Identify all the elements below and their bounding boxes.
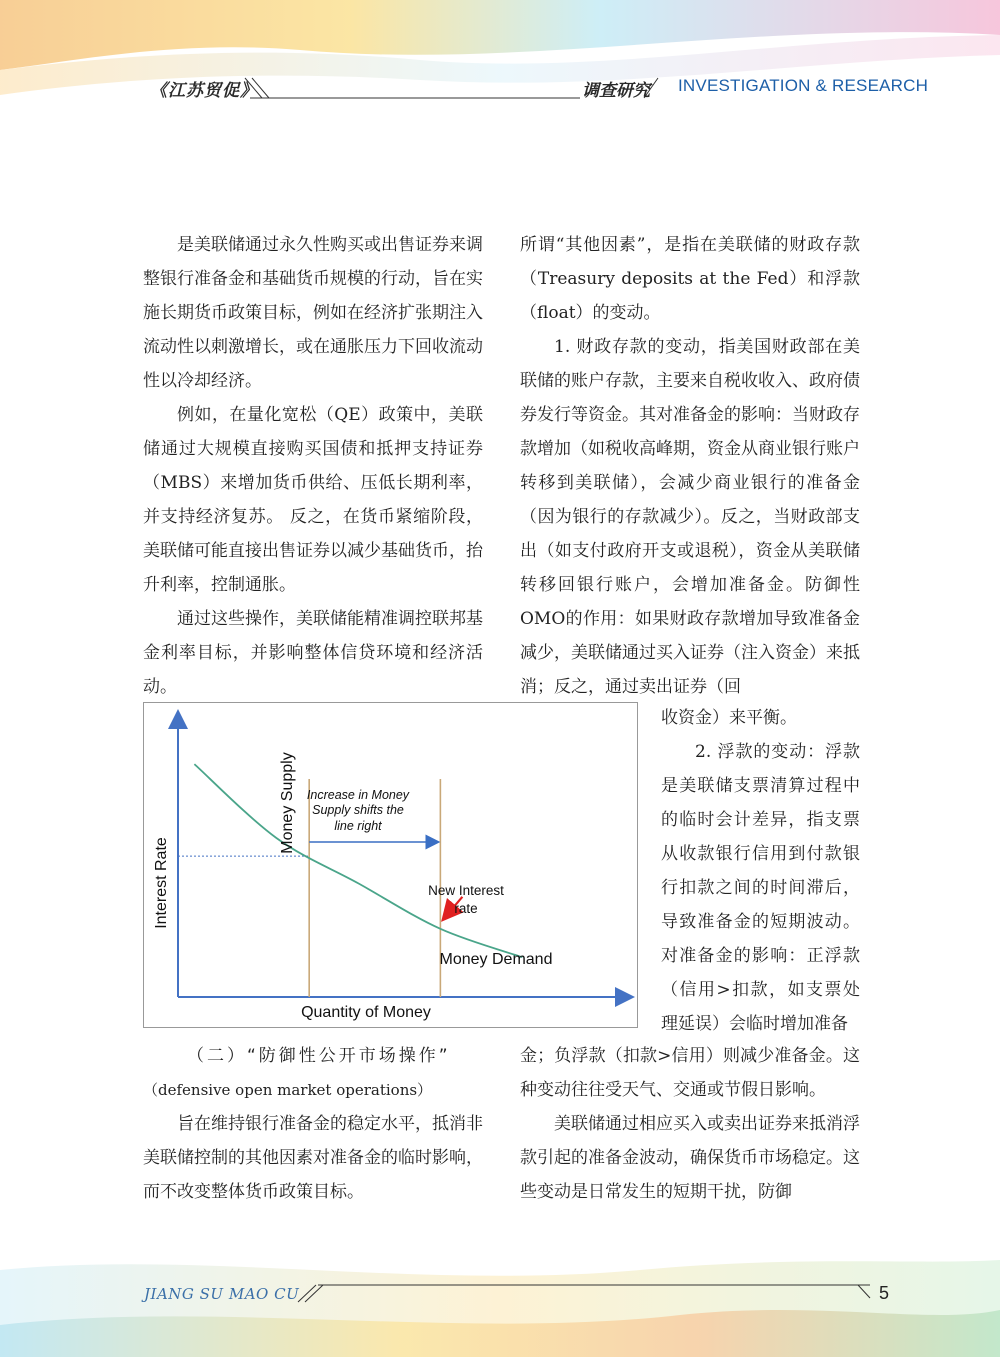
paragraph: 旨在维持银行准备金的稳定水平，抵消非美联储控制的其他因素对准备金的临时影响，而不改变整体货币政策目标。 [143,1114,483,1202]
paragraph: 通过这些操作，美联储能精准调控联邦基金利率目标，并影响整体信贷环境和经济活动。 [143,609,483,697]
paragraph-continuation: 金；负浮款（扣款>信用）则减少准备金。这种变动往往受天气、交通或节假日影响。 [520,1046,860,1100]
section-title-en: INVESTIGATION & RESEARCH [678,76,929,95]
page-number: 5 [879,1283,890,1303]
section-title-cn: 调查研究 [582,81,650,101]
shift-annotation-line3: line right [334,819,382,833]
right-column-bottom [520,1039,860,1209]
new-rate-annotation-line1: New Interest [428,883,504,898]
footer-journal-name: JIANG SU MAO CU [144,1285,300,1303]
money-demand-label: Money Demand [439,951,553,968]
right-column-narrow [661,701,860,1041]
journal-title: 《江苏贸促》 [150,81,258,101]
paragraph: 美联储通过相应买入或卖出证券来抵消浮款引起的准备金波动，确保货币市场稳定。这些变动是日常发生的短期干扰，防御 [520,1114,860,1202]
header-decoration [0,0,1000,130]
paragraph: 例如，在量化宽松（QE）政策中，美联储通过大规模直接购买国债和抵押支持证券（MBS）来增加货币供给、压低长期利率，并支持经济复苏。 反之，在货币紧缩阶段，美联储可能直接出售证券以减少基础货币，抬升利率，控制通胀。 [143,405,483,595]
y-axis-label: Interest Rate [153,837,170,929]
new-rate-annotation-line2: rate [454,901,478,916]
section-heading: （二）“防御性公开市场操作” [187,1046,451,1066]
chart-svg [144,703,639,1029]
left-column-bottom [143,1039,483,1209]
left-column-top [143,228,483,704]
shift-annotation-line2: Supply shifts the [312,803,404,817]
shift-annotation-line1: Increase in Money [306,788,410,802]
paragraph: 是美联储通过永久性购买或出售证券来调整银行准备金和基础货币规模的行动，旨在实施长期货币政策目标，例如在经济扩张期注入流动性以刺激增长，或在通胀压力下回收流动性以冷却经济。 [143,235,483,391]
paragraph: 1. 财政存款的变动，指美国财政部在美联储的账户存款，主要来自税收收入、政府债券发行等资金。其对准备金的影响：当财政存款增加（如税收高峰期，资金从商业银行账户转移到美联储），会减少商业银行的准备金（因为银行的存款减少）。反之，当财政部支出（如支付政府开支或退税），资金从美联储转移回银行账户，会增加准备金。防御性OMO的作用：如果财政存款增加导致准备金减少，美联储通过买入证券（注入资金）来抵消；反之，通过卖出证券（回 [520,337,860,697]
money-supply-label: Money Supply [279,752,296,854]
section-heading-english: （defensive open market operations） [143,1081,433,1099]
paragraph-continuation: 收资金）来平衡。 [661,708,797,728]
right-column-top [520,228,860,704]
money-supply-demand-figure [143,702,638,1028]
paragraph: 所谓“其他因素”，是指在美联储的财政存款（Treasury deposits at the Fed）和浮款（float）的变动。 [520,235,860,323]
paragraph: 2. 浮款的变动：浮款是美联储支票清算过程中的临时会计差异，指支票从收款银行信用到付款银行扣款之间的时间滞后，导致准备金的短期波动。对准备金的影响：正浮款（信用>扣款，如支票处理延误）会临时增加准备 [661,742,860,1034]
x-axis-label: Quantity of Money [301,1004,431,1021]
